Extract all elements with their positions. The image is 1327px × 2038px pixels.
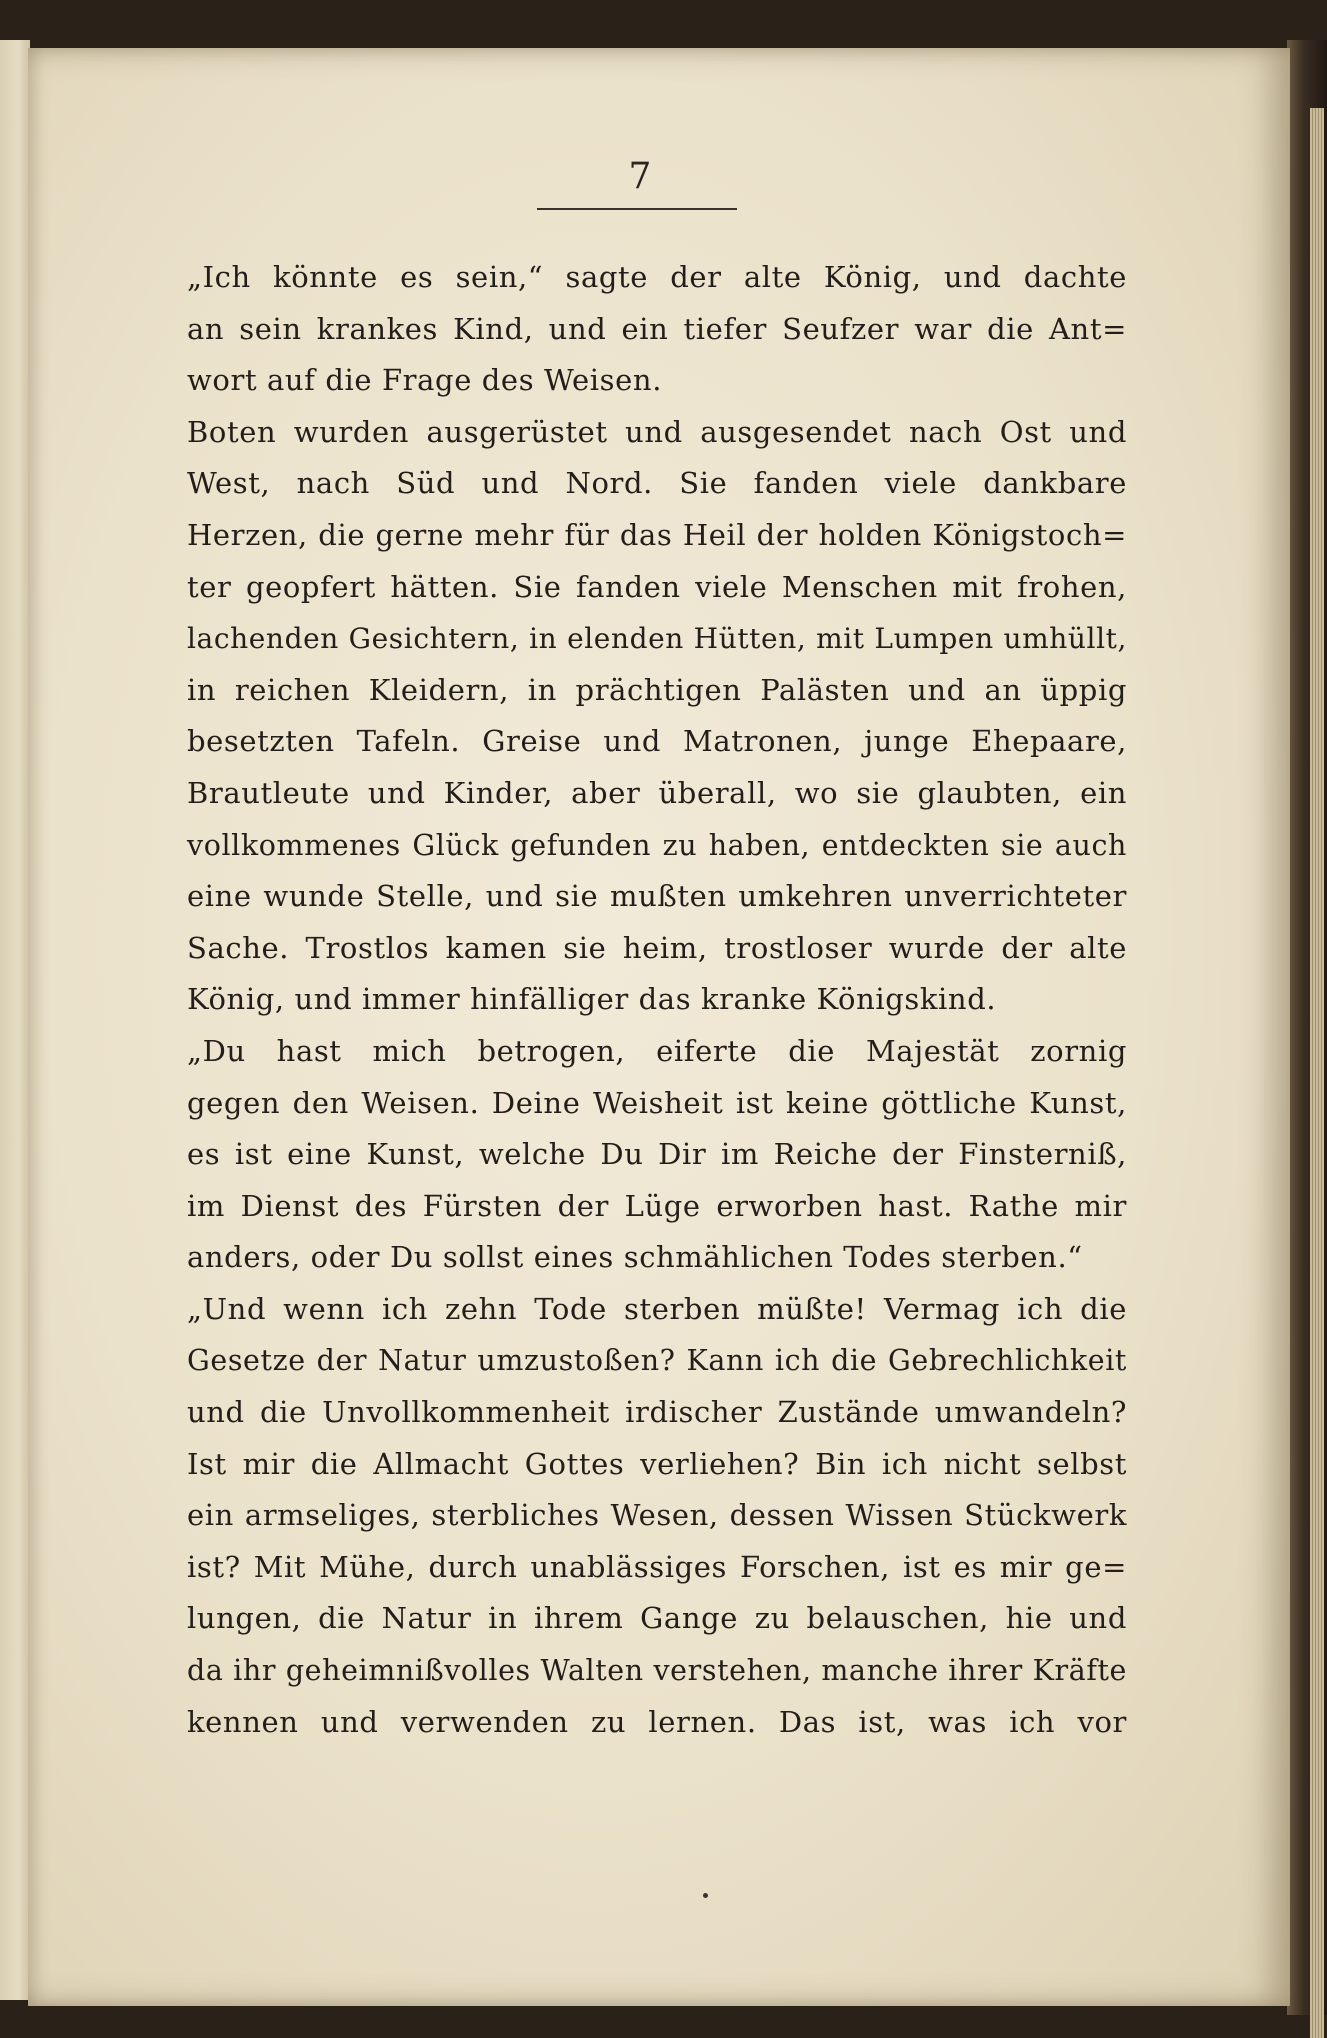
text-line: vollkommenes Glück gefunden zu haben, entdeckten sie auch: [187, 828, 1127, 862]
text-line: ist? Mit Mühe, durch unablässiges Forschen, ist es mir ge=: [187, 1549, 1127, 1584]
text-line: Herzen, die gerne mehr für das Heil der holden Königstoch=: [187, 517, 1127, 552]
text-line: da ihr geheimnißvolles Walten verstehen, manche ihrer Kräfte: [187, 1654, 1127, 1688]
text-line: Boten wurden ausgerüstet und ausgesendet nach Ost und: [187, 414, 1127, 449]
text-line: anders, oder Du sollst eines schmählichen Todes sterben.“: [187, 1240, 1083, 1275]
text-line: Sache. Trostlos kamen sie heim, trostloser wurde der alte: [187, 930, 1127, 965]
text-line: Gesetze der Natur umzustoßen? Kann ich die Gebrechlichkeit: [187, 1344, 1127, 1378]
text-line: gegen den Weisen. Deine Weisheit ist keine göttliche Kunst,: [187, 1085, 1127, 1120]
header-rule: [537, 208, 737, 210]
text-line: West, nach Süd und Nord. Sie fanden viele dankbare: [187, 466, 1127, 501]
text-line: lachenden Gesichtern, in elenden Hütten, mit Lumpen umhüllt,: [187, 622, 1127, 656]
text-line: „Und wenn ich zehn Tode sterben müßte! Vermag ich die: [187, 1291, 1127, 1326]
text-line: „Du hast mich betrogen, eiferte die Majestät zornig: [187, 1033, 1127, 1068]
page-number: 7: [628, 156, 652, 197]
text-line: „Ich könnte es sein,“ sagte der alte König, und dachte: [187, 260, 1127, 294]
printer-mark: [703, 1893, 708, 1898]
text-line: es ist eine Kunst, welche Du Dir im Reiche der Finsterniß,: [187, 1137, 1127, 1172]
body-text: [187, 252, 1127, 1748]
text-line: und die Unvollkommenheit irdischer Zustände umwandeln?: [187, 1395, 1127, 1430]
text-line: an sein krankes Kind, und ein tiefer Seufzer war die Ant=: [187, 311, 1127, 346]
text-line: lungen, die Natur in ihrem Gange zu belauschen, hie und: [187, 1601, 1127, 1636]
text-line: wort auf die Frage des Weisen.: [187, 363, 663, 398]
text-line: eine wunde Stelle, und sie mußten umkehren unverrichteter: [187, 879, 1127, 914]
page-stack-edges: [1310, 108, 1324, 2038]
text-line: Ist mir die Allmacht Gottes verliehen? Bin ich nicht selbst: [187, 1446, 1127, 1481]
text-line: ein armseliges, sterbliches Wesen, dessen Wissen Stückwerk: [187, 1498, 1127, 1533]
text-line: König, und immer hinfälliger das kranke Königskind.: [187, 982, 997, 1017]
text-line: Brautleute und Kinder, aber überall, wo sie glaubten, ein: [187, 775, 1127, 810]
text-line: besetzten Tafeln. Greise und Matronen, junge Ehepaare,: [187, 724, 1127, 759]
text-line: kennen und verwenden zu lernen. Das ist, was ich vor: [187, 1704, 1127, 1739]
facing-page-edge: [0, 40, 30, 2000]
text-line: in reichen Kleidern, in prächtigen Palästen und an üppig: [187, 672, 1127, 707]
text-line: ter geopfert hätten. Sie fanden viele Menschen mit frohen,: [187, 569, 1127, 604]
text-line: im Dienst des Fürsten der Lüge erworben hast. Rathe mir: [187, 1188, 1127, 1223]
